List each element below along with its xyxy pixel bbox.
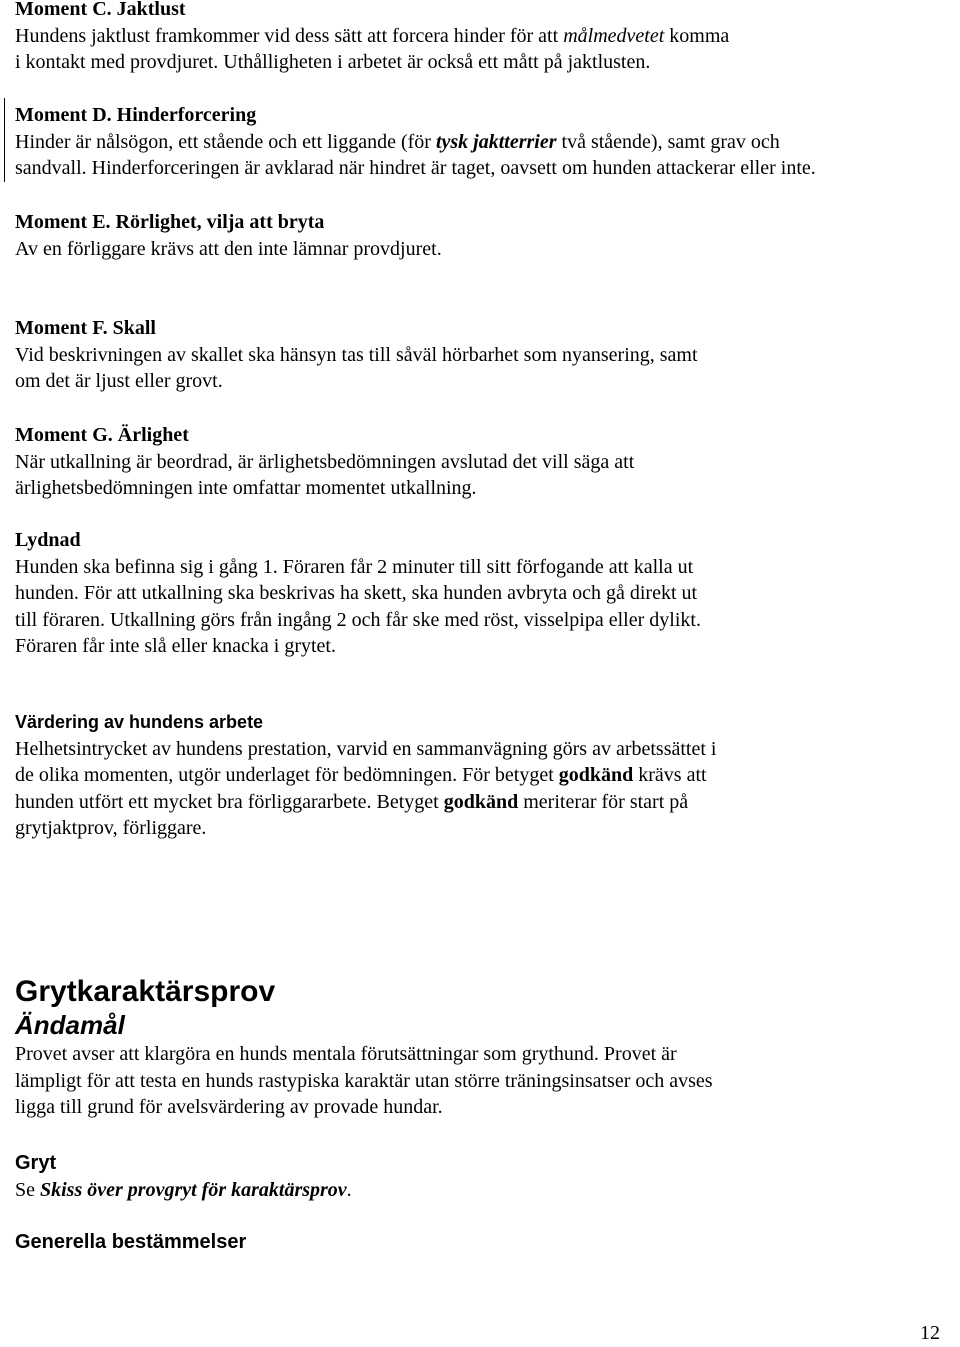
moment-e-heading: Moment E. Rörlighet, vilja att bryta bbox=[15, 211, 325, 233]
grytkaraktarsprov-title: Grytkaraktärsprov bbox=[15, 975, 276, 1008]
vardering-text-end: meriterar för start på bbox=[518, 790, 689, 813]
gryt-heading: Gryt bbox=[15, 1152, 57, 1174]
vardering-emphasis: godkänd bbox=[558, 764, 634, 787]
moment-c-text: Hundens jaktlust framkommer vid dess sätt att forcera hinder för att bbox=[15, 24, 564, 47]
andamal-line-1: Provet avser att klargöra en hunds mentala förutsättningar som grythund. Provet är bbox=[15, 1043, 677, 1065]
lydnad-line-3: till föraren. Utkallning görs från ingång 2 och får ske med röst, visselpipa eller dylikt. bbox=[15, 608, 701, 631]
vardering-emphasis: godkänd bbox=[443, 790, 519, 813]
moment-g-line-1: När utkallning är beordrad, är ärlighetsbedömningen avslutad det vill säga att bbox=[15, 450, 635, 473]
section-grytkaraktarsprov bbox=[15, 975, 945, 1121]
moment-d-emphasis: tysk jaktterrier bbox=[435, 130, 557, 153]
lydnad-line-1: Hunden ska befinna sig i gång 1. Föraren får 2 minuter till sitt förfogande att kalla ut bbox=[15, 555, 694, 578]
page-number: 12 bbox=[920, 1322, 940, 1344]
moment-d-line-1 bbox=[15, 129, 945, 156]
lydnad-line-4: Föraren får inte slå eller knacka i grytet. bbox=[15, 635, 336, 658]
generella-heading: Generella bestämmelser bbox=[15, 1231, 247, 1253]
moment-c-line-1 bbox=[15, 23, 945, 50]
moment-f-heading: Moment F. Skall bbox=[15, 317, 156, 339]
section-moment-d bbox=[15, 102, 945, 182]
vardering-heading: Värdering av hundens arbete bbox=[15, 712, 264, 732]
vardering-line-3 bbox=[15, 789, 945, 816]
vardering-text: de olika momenten, utgör underlaget för bedömningen. För betyget bbox=[15, 764, 559, 787]
andamal-subtitle: Ändamål bbox=[15, 1010, 125, 1040]
gryt-text-end: . bbox=[346, 1178, 352, 1201]
gryt-line-1 bbox=[15, 1177, 945, 1204]
andamal-line-2: lämpligt för att testa en hunds rastypiska karaktär utan större träningsinsatser och avses bbox=[15, 1069, 713, 1092]
section-moment-g bbox=[15, 422, 945, 502]
moment-g-heading: Moment G. Ärlighet bbox=[15, 424, 189, 446]
moment-c-heading: Moment C. Jaktlust bbox=[15, 0, 186, 20]
moment-f-line-1: Vid beskrivningen av skallet ska hänsyn tas till såväl hörbarhet som nyansering, samt bbox=[15, 343, 698, 366]
section-moment-c bbox=[15, 0, 945, 76]
vardering-line-4: grytjaktprov, förliggare. bbox=[15, 817, 207, 840]
gryt-reference: Skiss över provgryt för karaktärsprov bbox=[40, 1178, 347, 1201]
gryt-text: Se bbox=[15, 1178, 40, 1201]
section-lydnad bbox=[15, 527, 945, 660]
revision-bar bbox=[4, 98, 5, 182]
section-gryt bbox=[15, 1150, 945, 1203]
section-moment-e bbox=[15, 209, 945, 262]
moment-d-text-end: två stående), samt grav och bbox=[556, 130, 780, 153]
section-vardering bbox=[15, 709, 945, 842]
section-moment-f bbox=[15, 315, 945, 395]
vardering-text: hunden utfört ett mycket bra förliggararbete. Betyget bbox=[15, 790, 444, 813]
moment-d-text: Hinder är nålsögon, ett stående och ett liggande (för bbox=[15, 130, 436, 153]
lydnad-heading: Lydnad bbox=[15, 529, 81, 551]
moment-c-emphasis: målmedvetet bbox=[563, 24, 665, 47]
moment-g-line-2: ärlighetsbedömningen inte omfattar momentet utkallning. bbox=[15, 477, 477, 500]
moment-e-line-1: Av en förliggare krävs att den inte lämnar provdjuret. bbox=[15, 237, 442, 260]
moment-d-heading: Moment D. Hinderforcering bbox=[15, 104, 257, 126]
moment-c-line-2: i kontakt med provdjuret. Uthålligheten i arbetet är också ett mått på jaktlusten. bbox=[15, 51, 651, 74]
vardering-line-2 bbox=[15, 762, 945, 789]
vardering-text-end: krävs att bbox=[633, 764, 707, 787]
section-generella bbox=[15, 1229, 945, 1256]
andamal-line-3: ligga till grund för avelsvärdering av provade hundar. bbox=[15, 1096, 443, 1119]
moment-c-text-end: komma bbox=[664, 24, 730, 47]
moment-f-line-2: om det är ljust eller grovt. bbox=[15, 370, 223, 393]
vardering-line-1: Helhetsintrycket av hundens prestation, varvid en sammanvägning görs av arbetssättet i bbox=[15, 737, 717, 760]
lydnad-line-2: hunden. För att utkallning ska beskrivas ha skett, ska hunden avbryta och gå direkt ut bbox=[15, 582, 698, 605]
moment-d-line-2: sandvall. Hinderforceringen är avklarad när hindret är taget, oavsett om hunden attackerar eller inte. bbox=[15, 157, 816, 180]
